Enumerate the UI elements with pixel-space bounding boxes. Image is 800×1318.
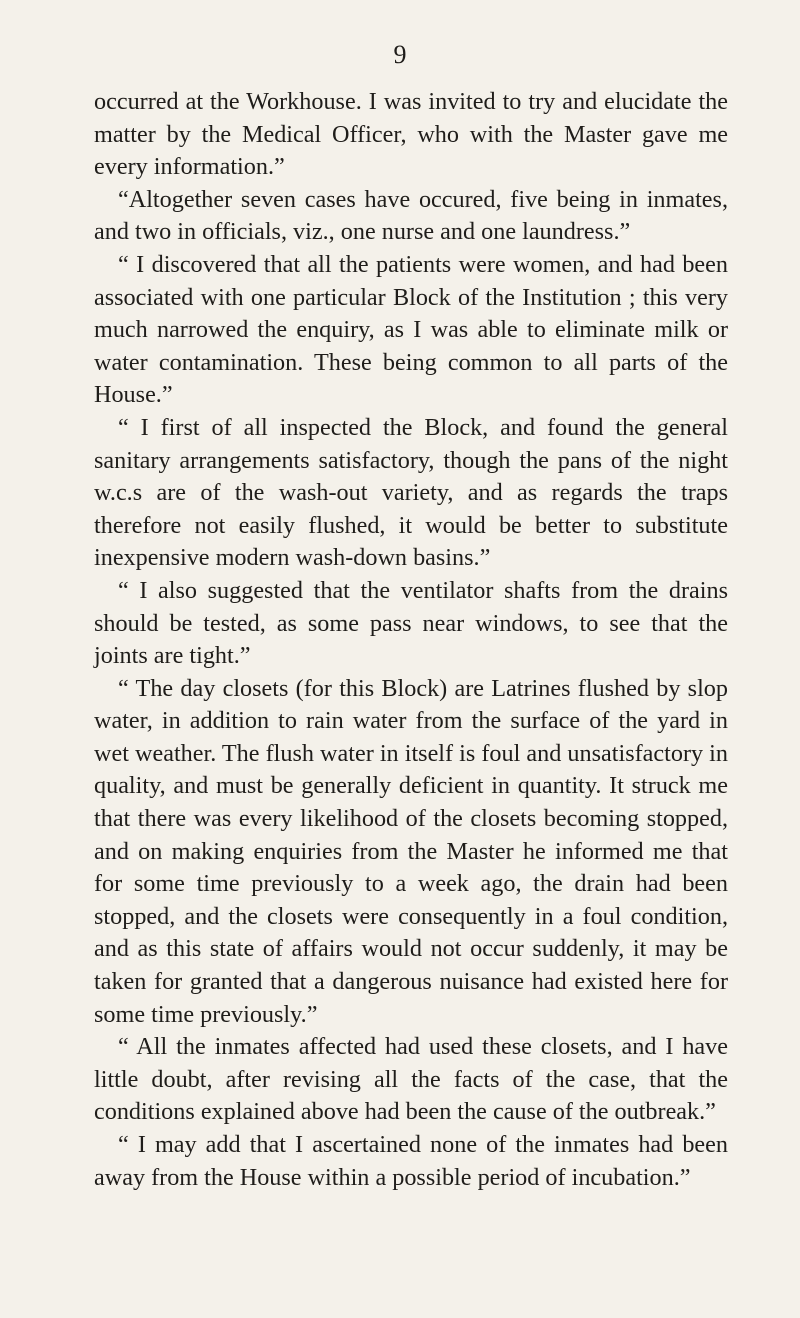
body-text <box>94 86 728 1194</box>
paragraph-3: “ I discovered that all the patients were women, and had been associated with one particular Block of the Institution ; this very much narrowed the enquiry, as I was able to eliminate milk or water contamination. These being common to all parts of the House.” <box>94 250 728 409</box>
paragraph-7: “ All the inmates affected had used these closets, and I have little doubt, after revising all the facts of the case, that the conditions explained above had been the cause of the outbreak.” <box>94 1033 728 1126</box>
paragraph-4: “ I first of all inspected the Block, and found the general sanitary arrangements satisfactory, though the pans of the night w.c.s are of the wash-out variety, and as regards the traps therefore not easily flushed, it would be better to substitute inexpensive modern wash-down basins.” <box>94 413 728 572</box>
paragraph-6: “ The day closets (for this Block) are Latrines flushed by slop water, in addition to rain water from the surface of the yard in wet weather. The flush water in itself is foul and unsatisfactory in quality, and must be generally deficient in quantity. It struck me that there was every likelihood of the closets becoming stopped, and on making enquiries from the Master he informed me that for some time previously to a week ago, the drain had been stopped, and the closets were consequently in a foul condition, and as this state of affairs would not occur suddenly, it may be taken for granted that a dangerous nuisance had existed here for some time previously.” <box>94 674 728 1028</box>
paragraph-5: “ I also suggested that the ventilator shafts from the drains should be tested, as some pass near windows, to see that the joints are tight.” <box>94 576 728 670</box>
paragraph-1: occurred at the Workhouse. I was invited to try and elucidate the matter by the Medical Officer, who with the Master gave me every information.” <box>94 88 728 181</box>
paragraph-8: “ I may add that I ascertained none of the inmates had been away from the House within a possible period of incubation.” <box>94 1131 728 1191</box>
paragraph-2: “Altogether seven cases have occured, five being in inmates, and two in officials, viz., one nurse and one laundress.” <box>94 185 728 246</box>
page-number: 9 <box>393 40 407 69</box>
